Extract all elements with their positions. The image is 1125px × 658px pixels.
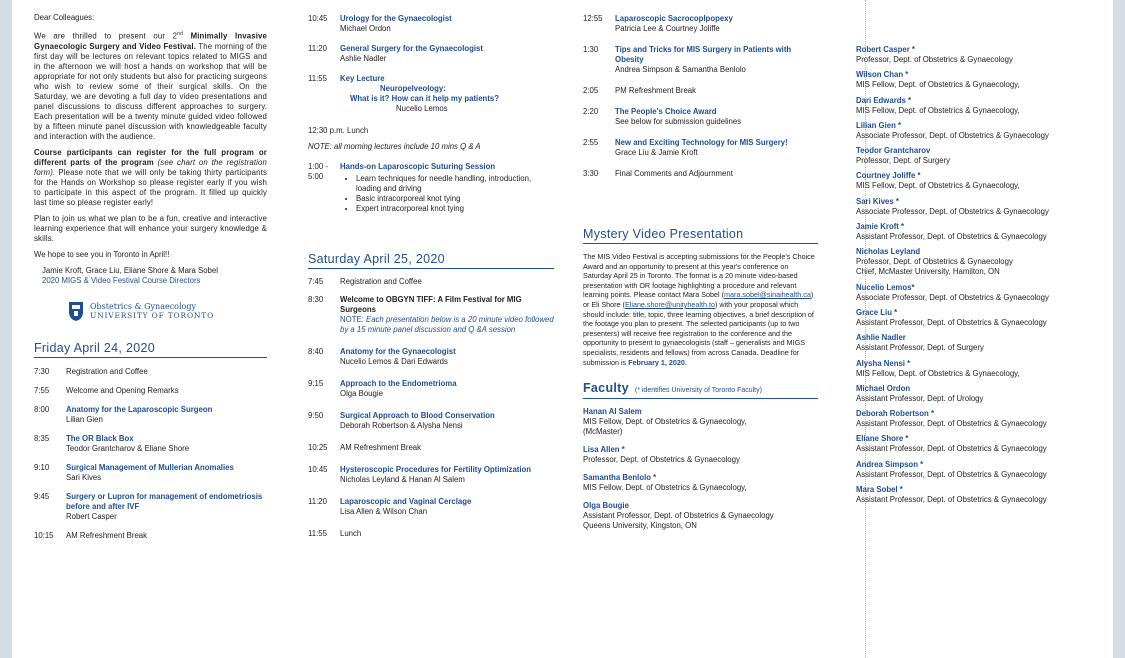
faculty-role: Assistant Professor, Dept. of Urology [856, 393, 984, 403]
faculty-member [856, 384, 1101, 404]
signers-title: 2020 MIGS & Video Festival Course Directors [42, 275, 201, 285]
faculty-name: Eliane Shore * [856, 434, 909, 444]
schedule-text: AM Refreshment Break [66, 530, 148, 540]
closing-line: We hope to see you in Toronto in April!! [34, 249, 170, 259]
faculty-role: Professor, Dept. of Obstetrics & Gynaecology [583, 455, 740, 465]
mystery-section [583, 227, 818, 367]
faculty-affiliation: Chief, McMaster University, Hamilton, ON [856, 267, 1000, 277]
faculty-name: Sari Kives * [856, 196, 899, 206]
schedule-item: 10:15 AM Refreshment Break [34, 530, 148, 540]
session-title: Laparoscopic and Vaginal Cerclage [340, 497, 472, 506]
faculty-member [856, 70, 1101, 90]
faculty-name: Lisa Allen * [583, 445, 625, 455]
schedule-item: 3:30 Final Comments and Adjournment [583, 169, 733, 178]
faculty-name: Deborah Robertson * [856, 409, 934, 419]
faculty-member [583, 407, 818, 437]
faculty-name: Hanan Al Salem [583, 407, 642, 417]
faculty-member [856, 121, 1101, 141]
schedule-item: 2:55 New and Exciting Technology for MIS Surgery! Grace Liu & Jamie Kroft [583, 138, 788, 157]
schedule-item: 10:25 AM Refreshment Break [308, 443, 422, 452]
schedule-item: 11:55 Lunch [308, 529, 362, 538]
column-letter [34, 0, 267, 541]
schedule-item: 8:30 Welcome to OBGYN TIFF: A Film Festival for MIG Surgeons NOTE: Each presentation below is a 20 minute video followed by a 15 minute panel discussion and Q &A session [308, 295, 554, 334]
faculty-member [856, 171, 1101, 191]
faculty-role: Assistant Professor, Dept. of Surgery [856, 343, 984, 353]
speaker: Sari Kives [66, 472, 102, 482]
bullet-item: • Basic intracorporeal knot tying [356, 194, 554, 204]
faculty-role: MIS Fellow, Dept. of Obstetrics & Gynaecology, [856, 105, 1020, 115]
saturday-section [308, 252, 554, 539]
lunch-line: 12:30 p.m. Lunch [308, 126, 369, 135]
faculty-affiliation: Queens University, Kingston, ON [583, 521, 697, 531]
faculty-heading: Faculty [583, 381, 629, 396]
faculty-affiliation: (McMaster) [583, 427, 623, 437]
faculty-role: Assistant Professor, Dept. of Obstetrics & Gynaecology [856, 444, 1047, 454]
faculty-member [856, 460, 1101, 480]
speaker: Teodor Grantcharov & Eliane Shore [66, 443, 190, 453]
mystery-heading: Mystery Video Presentation [583, 227, 744, 241]
session-title: Hands-on Laparoscopic Suturing Session [340, 162, 496, 171]
speaker: Andrea Simpson & Samantha Benlolo [615, 65, 746, 74]
faculty-member [856, 247, 1101, 277]
faculty-name: Ashlie Nadler [856, 333, 906, 343]
faculty-name: Alysha Nensi * [856, 358, 911, 368]
schedule-item: 7:30 Registration and Coffee [34, 366, 148, 376]
schedule-item: 8:40 Anatomy for the Gynaecologist Nucelio Lemos & Dari Edwards [308, 347, 456, 366]
faculty-member [583, 501, 818, 531]
crest-icon [68, 300, 84, 322]
session-title: Key Lecture [340, 74, 385, 83]
schedule-item: 9:45 Surgery or Lupron for management of endometriosis before and after IVF Robert Casper [34, 491, 263, 521]
friday-rule [34, 357, 267, 358]
schedule-item: 8:00 Anatomy for the Laparoscopic Surgeon Lilian Gien [34, 404, 213, 424]
afternoon-schedule [583, 14, 818, 179]
schedule-text: Registration and Coffee [66, 366, 148, 376]
faculty-role: Associate Professor, Dept. of Obstetrics & Gynaecology [856, 292, 1049, 302]
faculty-role: MIS Fellow, Dept. of Obstetrics & Gynaecology, [583, 417, 747, 427]
schedule-item: 9:15 Approach to the Endometrioma Olga Bougie [308, 379, 457, 398]
faculty-role: Professor, Dept. of Obstetrics & Gynaecology [856, 257, 1013, 267]
morning-note: NOTE: all morning lectures include 10 mins Q & A [308, 142, 481, 151]
faculty-name: Courtney Joliffe * [856, 171, 921, 181]
session-title: Approach to the Endometrioma [340, 379, 457, 388]
session-title: Surgical Approach to Blood Conservation [340, 411, 495, 420]
schedule-item: 2:05 PM Refreshment Break [583, 86, 697, 95]
speaker: Lisa Allen & Wilson Chan [340, 507, 428, 516]
faculty-role: MIS Fellow, Dept. of Obstetrics & Gynaecology, [583, 483, 747, 493]
schedule-item: 8:35 The OR Black Box Teodor Grantcharov & Eliane Shore [34, 433, 190, 453]
session-title: Welcome to OBGYN TIFF: A Film Festival for MIG Surgeons [340, 295, 522, 314]
session-title: Anatomy for the Gynaecologist [340, 347, 456, 356]
schedule-text: Lunch [340, 529, 362, 538]
faculty-role: Assistant Professor, Dept. of Obstetrics & Gynaecology [856, 495, 1047, 505]
mystery-text: The MIS Video Festival is accepting submissions for the People's Choice Award and an opportunity to present at this year's conference on Saturday April 25 in Toronto. The format is a 20 minute video-based presentation with OR footage highlighting a procedure and relevant learning points. Please contact Mara Sobel (mara.sobel@sinaihealth.ca) or Eli Shore (Eliane.shore@unityhealth.to) with your proposal which should include: title, topic, three learning objectives, a brief description of the footage you plan to present. The selected participants (up to two presenters) will receive free registration to the conference and the opportunity to present to gynaecologists (staff – generalists and MIGS specialists, residents and fellows) from across Canada. Deadline for submission is February 1, 2020. [583, 252, 815, 367]
session-title: Surgical Management of Mullerian Anomalies [66, 462, 234, 472]
session-title: New and Exciting Technology for MIS Surgery! [615, 138, 788, 147]
logo-line-1: Obstetrics & Gynaecology [90, 301, 197, 311]
faculty-member [856, 485, 1101, 505]
column-faculty [856, 0, 1101, 505]
faculty-role: Assistant Professor, Dept. of Obstetrics & Gynaecology [856, 317, 1047, 327]
faculty-member [856, 359, 1101, 379]
schedule-item: 11:55 Key Lecture Neuropelveology: What is it? How can it help my patients? Nucelio Lemos [308, 74, 500, 113]
schedule-item: 11:20 Laparoscopic and Vaginal Cerclage Lisa Allen & Wilson Chan [308, 497, 472, 516]
session-title: General Surgery for the Gynaecologist [340, 44, 483, 53]
faculty-role: Associate Professor, Dept. of Obstetrics & Gynaecology [856, 130, 1049, 140]
saturday-rule [308, 268, 554, 269]
workshop-bullets [340, 174, 554, 214]
schedule-item: 11:20 General Surgery for the Gynaecologist Ashlie Nadler [308, 44, 483, 63]
session-title: Laparoscopic Sacrocoplpopexy [615, 14, 733, 23]
registration-paragraph: Course participants can register for the full program or different parts of the program (see chart on the registration form). Please note that we will only be taking thirty participants for the Hands on Workshop so please register early if you wish to participate in this aspect of the program. It filled up quickly last time so please register early! [34, 147, 267, 207]
schedule-item: 2:20 The People's Choice Award See below for submission guidelines [583, 107, 742, 126]
saturday-schedule [308, 347, 554, 539]
faculty-member [856, 409, 1101, 429]
schedule-text: PM Refreshment Break [615, 86, 697, 95]
schedule-item: 10:45 Hysteroscopic Procedures for Fertility Optimization Nicholas Leyland & Hanan Al Salem [308, 465, 532, 484]
faculty-member [856, 45, 1101, 65]
faculty-role: MIS Fellow, Dept. of Obstetrics & Gynaecology, [856, 368, 1020, 378]
faculty-list-a [583, 407, 818, 531]
speaker: Deborah Robertson & Alysha Nensi [340, 421, 463, 430]
schedule-item: 10:45 Urology for the Gynaecologist Michael Ordon [308, 14, 452, 33]
faculty-name: Mara Sobel * [856, 485, 903, 495]
faculty-section [583, 381, 818, 531]
faculty-member [856, 434, 1101, 454]
schedule-text: Final Comments and Adjournment [615, 169, 733, 178]
signers: Jamie Kroft, Grace Liu, Eliane Shore & Mara Sobel [42, 265, 218, 275]
faculty-name: Teodor Grantcharov [856, 146, 931, 156]
speaker: Olga Bougie [340, 389, 383, 398]
mystery-rule [583, 243, 818, 244]
schedule-item: 9:50 Surgical Approach to Blood Conservation Deborah Robertson & Alysha Nensi [308, 411, 495, 430]
speaker: Robert Casper [66, 511, 117, 521]
faculty-list-b [856, 45, 1101, 505]
faculty-member [856, 333, 1101, 353]
session-title: Tips and Tricks for MIS Surgery in Patients with Obesity [615, 45, 792, 64]
faculty-role: Professor, Dept. of Surgery [856, 156, 951, 166]
schedule-item: 1:30 Tips and Tricks for MIS Surgery in Patients with Obesity Andrea Simpson & Samantha Benlolo [583, 45, 792, 74]
faculty-name: Andrea Simpson * [856, 459, 924, 469]
session-title: Surgery or Lupron for management of endometriosis before and after IVF [66, 491, 263, 511]
speaker: Lilian Gien [66, 414, 103, 424]
faculty-member [856, 146, 1101, 166]
schedule-item: 9:10 Surgical Management of Mullerian Anomalies Sari Kives [34, 462, 234, 482]
friday-heading: Friday April 24, 2020 [34, 340, 155, 355]
faculty-role: Assistant Professor, Dept. of Obstetrics & Gynaecology [856, 469, 1047, 479]
faculty-member [856, 197, 1101, 217]
faculty-role: Assistant Professor, Dept. of Obstetrics & Gynaecology [856, 419, 1047, 429]
faculty-rule [583, 398, 818, 399]
saturday-heading: Saturday April 25, 2020 [308, 252, 445, 266]
faculty-name: Dari Edwards * [856, 95, 912, 105]
faculty-role: MIS Fellow, Dept. of Obstetrics & Gynaecology, [856, 80, 1020, 90]
schedule-text: Welcome and Opening Remarks [66, 385, 179, 395]
salutation: Dear Colleagues: [34, 13, 95, 22]
speaker: Nucelio Lemos & Dari Edwards [340, 357, 448, 366]
schedule-item: 1:00 - 5:00 Hands-on Laparoscopic Suturing Session • Learn techniques for needle handling, introduction, loading and driving • Basic intracorporeal knot tying • Expert intracorporeal knot tying [308, 162, 554, 214]
faculty-note: (* identifies University of Toronto Faculty) [634, 387, 762, 395]
faculty-name: Samantha Benlolo * [583, 473, 657, 483]
faculty-member [583, 445, 818, 465]
speaker: Nicholas Leyland & Hanan Al Salem [340, 475, 465, 484]
logo-line-2: UNIVERSITY OF TORONTO [90, 310, 215, 320]
faculty-member [856, 283, 1101, 303]
schedule-item: 7:45 Registration and Coffee [308, 277, 422, 286]
friday-section [34, 341, 267, 541]
faculty-name: Jamie Kroft * [856, 222, 905, 232]
session-title: Hysteroscopic Procedures for Fertility Optimization [340, 465, 532, 474]
speaker: See below for submission guidelines [615, 117, 742, 126]
bullet-item: • Learn techniques for needle handling, introduction, loading and driving [356, 174, 554, 194]
friday-schedule [34, 367, 267, 541]
faculty-role: Assistant Professor, Dept. of Obstetrics & Gynaecology [856, 232, 1047, 242]
faculty-name: Wilson Chan * [856, 70, 909, 80]
faculty-member [856, 222, 1101, 242]
session-title: The People's Choice Award [615, 107, 717, 116]
university-logo [68, 300, 267, 322]
column-schedule [308, 0, 554, 539]
intro-paragraph: We are thrilled to present our 2nd Minimally Invasive Gynaecologic Surgery and Video Festival. The morning of the first day will be lectures on relevant topics related to MIGS and in the afternoon we will host a hands on workshop that will be appropriate for not only students but also for practicing surgeons who wish to review some of their surgical skills. On the Saturday, we are devoting a full day to video presentations and panel discussions to discuss different approaches to surgery. Each presentation will be a twenty minute guided video followed by a fifteen minute panel discussion with knowledgeable faculty and interaction with the audience. [34, 31, 268, 141]
schedule-item: 12:55 Laparoscopic Sacrocoplpopexy Patricia Lee & Courtney Joliffe [583, 14, 733, 33]
faculty-name: Michael Ordon [856, 383, 911, 393]
faculty-member [856, 96, 1101, 116]
faculty-name: Nicholas Leyland [856, 247, 921, 257]
speaker: Grace Liu & Jamie Kroft [615, 148, 698, 157]
email-link-sobel[interactable]: mara.sobel@sinaihealth.ca [724, 290, 811, 300]
faculty-role: Professor, Dept. of Obstetrics & Gynaecology [856, 55, 1013, 64]
plan-paragraph: Plan to join us what we plan to be a fun, creative and interactive learning experience that will enhance your surgery knowledge & skills. [34, 213, 267, 243]
session-title: The OR Black Box [66, 433, 134, 443]
schedule-text: AM Refreshment Break [340, 443, 422, 452]
bullet-item: • Expert intracorporeal knot tying [356, 204, 554, 214]
faculty-name: Nucelio Lemos* [856, 282, 915, 292]
session-title: Anatomy for the Laparoscopic Surgeon [66, 404, 213, 414]
session-title: Urology for the Gynaecologist [340, 14, 452, 23]
faculty-name: Olga Bougie [583, 501, 629, 511]
faculty-role: Assistant Professor, Dept. of Obstetrics & Gynaecology [583, 511, 774, 521]
faculty-name: Robert Casper * [856, 45, 915, 54]
faculty-role: Associate Professor, Dept. of Obstetrics & Gynaecology [856, 206, 1049, 216]
faculty-member [583, 473, 818, 493]
email-link-shore[interactable]: Eliane.shore@unityhealth.to [624, 299, 715, 309]
column-afternoon [583, 0, 818, 531]
schedule-item: 7:55 Welcome and Opening Remarks [34, 385, 179, 395]
brochure-page [12, 0, 1113, 658]
faculty-name: Grace Liu * [856, 307, 898, 317]
faculty-member [856, 308, 1101, 328]
faculty-name: Lilian Gien * [856, 120, 902, 130]
speaker: Patricia Lee & Courtney Joliffe [615, 24, 720, 33]
faculty-role: MIS Fellow, Dept. of Obstetrics & Gynaecology, [856, 181, 1020, 191]
